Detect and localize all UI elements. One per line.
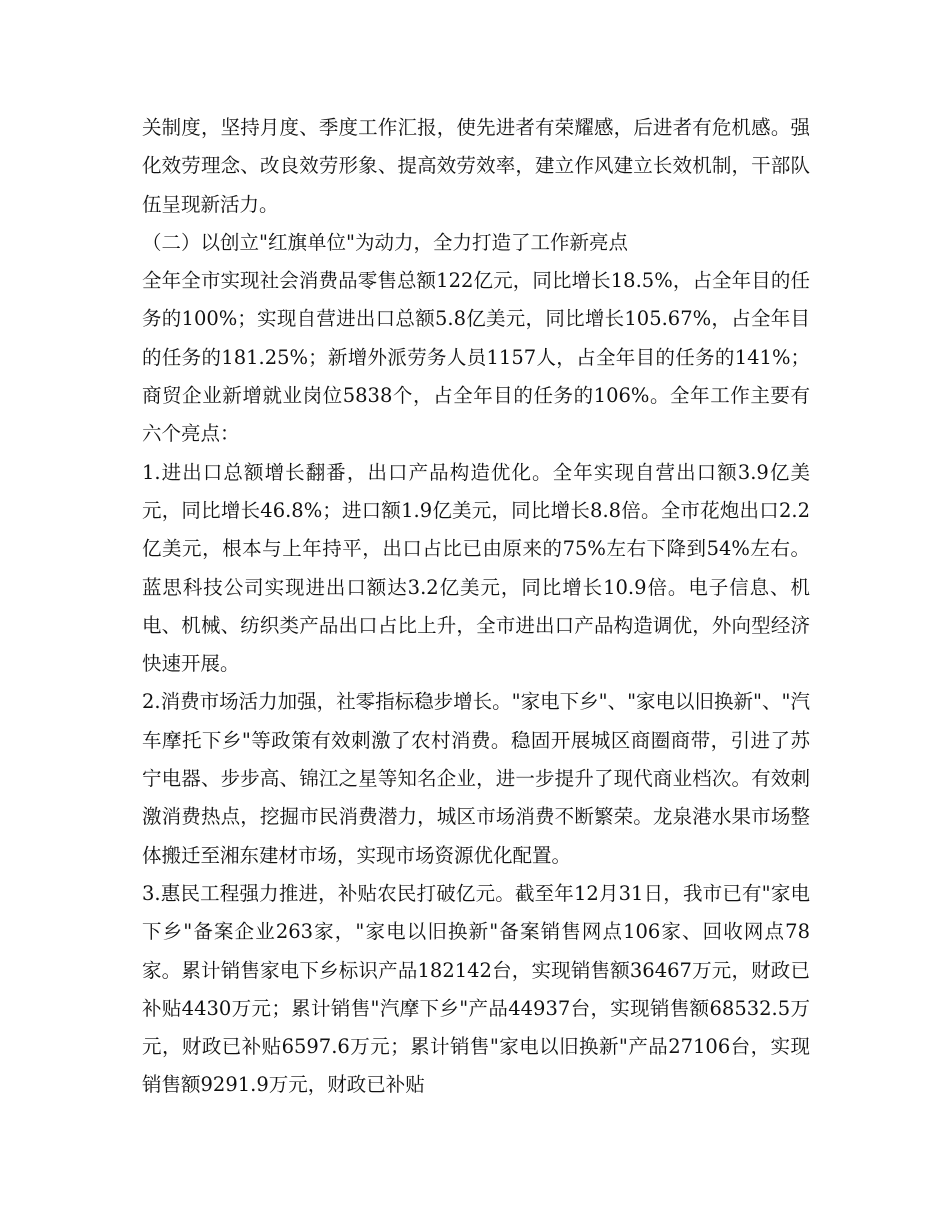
paragraph-summary: 全年全市实现社会消费品零售总额122亿元，同比增长18.5%，占全年目的任务的100%；实现自营进出口总额5.8亿美元，同比增长105.67%，占全年目的任务的181.25%；新增外派劳务人员1157人，占全年目的任务的141%；商贸企业新增就业岗位5838个，占全年目的任务的106%。全年工作主要有六个亮点： xyxy=(142,269,810,446)
paragraph-point-1: 1.进出口总额增长翻番，出口产品构造优化。全年实现自营出口额3.9亿美元，同比增长46.8%；进口额1.9亿美元，同比增长8.8倍。全市花炮出口2.2亿美元，根本与上年持平，出口占比已由原来的75%左右下降到54%左右。蓝思科技公司实现进出口额达3.2亿美元，同比增长10.9倍。电子信息、机电、机械、纺织类产品出口占比上升，全市进出口产品构造调优，外向型经济快速开展。 xyxy=(142,460,810,676)
section-heading: （二）以创立"红旗单位"为动力，全力打造了工作新亮点 xyxy=(142,230,628,254)
paragraph-point-2: 2.消费市场活力加强，社零指标稳步增长。"家电下乡"、"家电以旧换新"、"汽车摩托下乡"等政策有效刺激了农村消费。稳固开展城区商圈商带，引进了苏宁电器、步步高、锦江之星等知名企业，进一步提升了现代商业档次。有效刺激消费热点，挖掘市民消费潜力，城区市场消费不断繁荣。龙泉港水果市场整体搬迁至湘东建材市场，实现市场资源优化配置。 xyxy=(142,690,810,867)
paragraph-point-3: 3.惠民工程强力推进，补贴农民打破亿元。截至年12月31日，我市已有"家电下乡"备案企业263家，"家电以旧换新"备案销售网点106家、回收网点78家。累计销售家电下乡标识产品182142台，实现销售额36467万元，财政已补贴4430万元；累计销售"汽摩下乡"产品44937台，实现销售额68532.5万元，财政已补贴6597.6万元；累计销售"家电以旧换新"产品27106台，实现销售额9291.9万元，财政已补贴 xyxy=(142,881,810,1097)
body-text xyxy=(142,109,810,1105)
paragraph-intro-continuation: 关制度，坚持月度、季度工作汇报，使先进者有荣耀感，后进者有危机感。强化效劳理念、改良效劳形象、提高效劳效率，建立作风建立长效机制，干部队伍呈现新活力。 xyxy=(142,116,810,216)
